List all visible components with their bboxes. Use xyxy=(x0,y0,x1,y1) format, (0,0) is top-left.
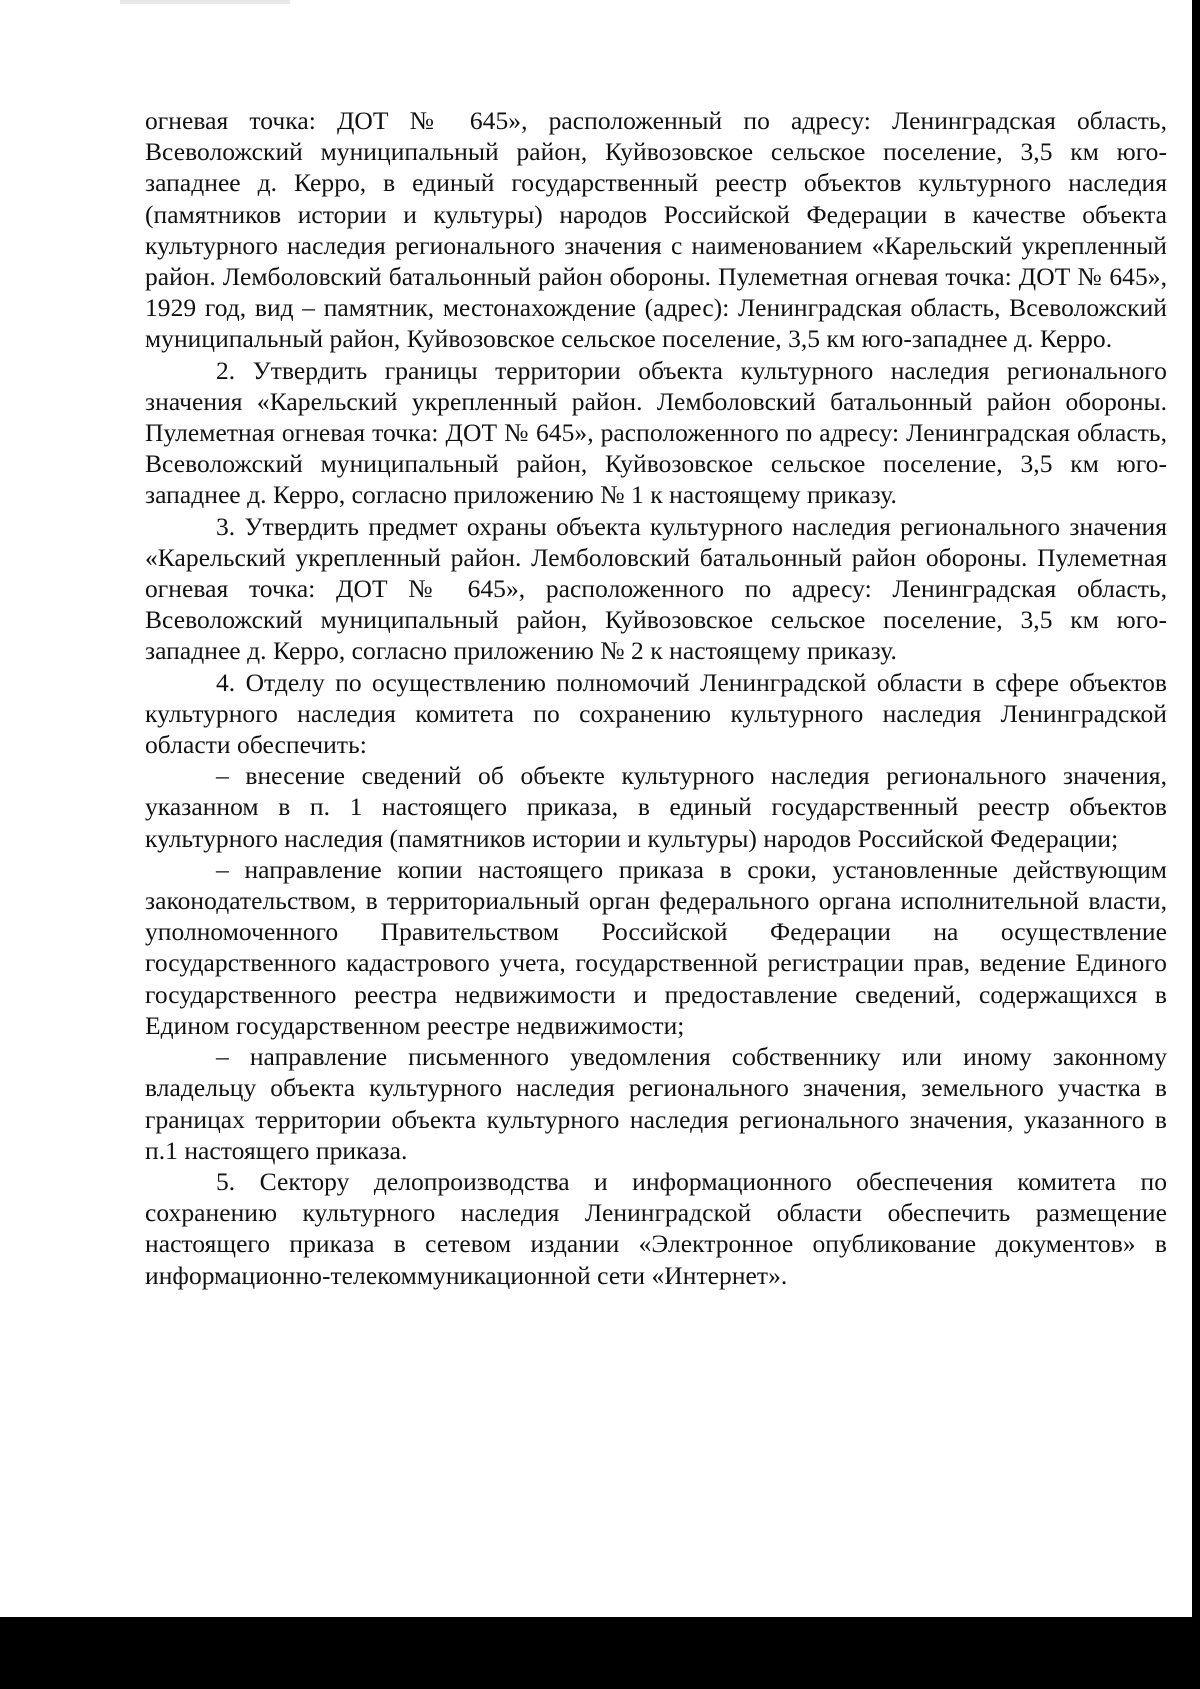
paragraph-item-2: 2. Утвердить границы территории объекта культурного наследия регионального значения «Карельский укрепленный район. Лемболовский батальонный район обороны. Пулеметная огневая точка: ДОТ № 645», расположенного по адресу: Ленинградская область, Всеволожский муниципальный район, Куйвозовское сельское поселение, 3,5 км юго-западнее д. Керро, согласно приложению № 1 к настоящему приказу. xyxy=(145,355,1167,510)
paragraph-item-4-subitem-3: – направление письменного уведомления собственнику или иному законному владельцу объекта культурного наследия регионального значения, земельного участка в границах территории объекта культурного наследия регионального значения, указанного в п.1 настоящего приказа. xyxy=(145,1042,1167,1165)
document-body xyxy=(145,105,1167,1291)
scan-edge-bottom xyxy=(0,1617,1200,1689)
paragraph-item-4-subitem-1: – внесение сведений об объекте культурного наследия регионального значения, указанном в п. 1 настоящего приказа, в единый государственный реестр объектов культурного наследия (памятников истории и культуры) народов Российской Федерации; xyxy=(145,761,1167,853)
paragraph-continuation: огневая точка: ДОТ № 645», расположенный по адресу: Ленинградская область, Всеволожский муниципальный район, Куйвозовское сельское поселение, 3,5 км юго-западнее д. Керро, в единый государственный реестр объектов культурного наследия (памятников истории и культуры) народов Российской Федерации в качестве объекта культурного наследия регионального значения с наименованием «Карельский укрепленный район. Лемболовский батальонный район обороны. Пулеметная огневая точка: ДОТ № 645», 1929 год, вид – памятник, местонахождение (адрес): Ленинградская область, Всеволожский муниципальный район, Куйвозовское сельское поселение, 3,5 км юго-западнее д. Керро. xyxy=(145,106,1167,354)
paragraph-item-5: 5. Сектору делопроизводства и информационного обеспечения комитета по сохранению культурного наследия Ленинградской области обеспечить размещение настоящего приказа в сетевом издании «Электронное опубликование документов» в информационно-телекоммуникационной сети «Интернет». xyxy=(145,1166,1167,1290)
paragraph-item-3: 3. Утвердить предмет охраны объекта культурного наследия регионального значения «Карельский укрепленный район. Лемболовский батальонный район обороны. Пулеметная огневая точка: ДОТ № 645», расположенного по адресу: Ленинградская область, Всеволожский муниципальный район, Куйвозовское сельское поселение, 3,5 км юго-западнее д. Керро, согласно приложению № 2 к настоящему приказу. xyxy=(145,511,1167,666)
scan-edge-right xyxy=(1192,0,1200,1689)
paragraph-item-4: 4. Отделу по осуществлению полномочий Ленинградской области в сфере объектов культурного наследия комитета по сохранению культурного наследия Ленинградской области обеспечить: xyxy=(145,667,1167,760)
scan-smudge xyxy=(120,0,290,4)
paragraph-item-4-subitem-2: – направление копии настоящего приказа в сроки, установленные действующим законодательством, в территориальный орган федерального органа исполнительной власти, уполномоченного Правительством Российской Федерации на осуществление государственного кадастрового учета, государственной регистрации прав, ведение Единого государственного реестра недвижимости и предоставление сведений, содержащихся в Едином государственном реестре недвижимости; xyxy=(145,854,1167,1040)
